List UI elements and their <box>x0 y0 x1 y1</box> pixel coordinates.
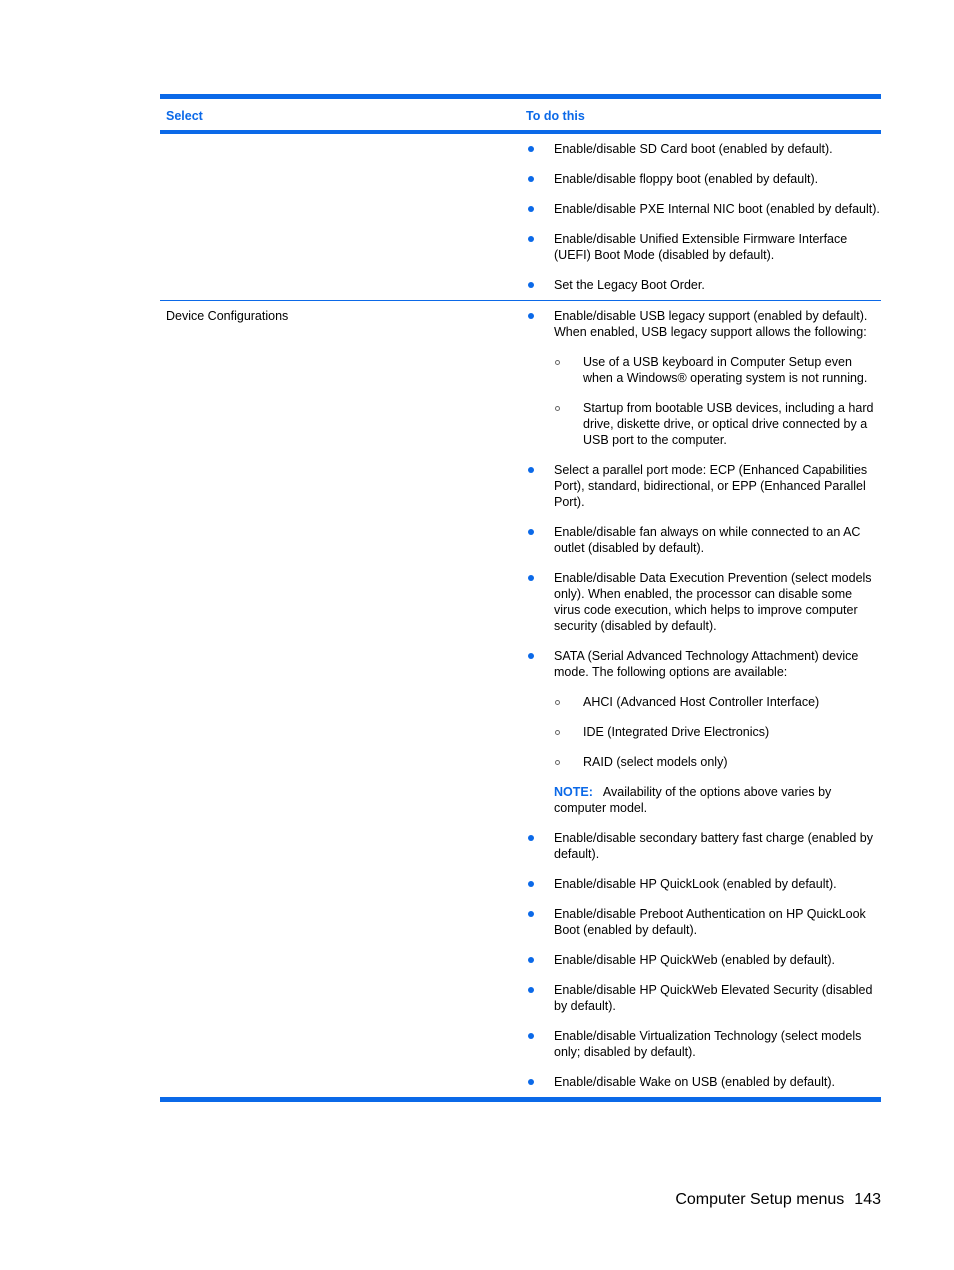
list-item: Enable/disable secondary battery fast charge (enabled by default). <box>526 830 881 862</box>
sub-list-item: Use of a USB keyboard in Computer Setup even when a Windows® operating system is not running. <box>526 354 881 386</box>
list-item: Enable/disable HP QuickWeb Elevated Security (disabled by default). <box>526 982 881 1014</box>
bullet-icon <box>528 575 534 581</box>
list-item: Enable/disable Data Execution Prevention (select models only). When enabled, the processor can disable some virus code execution, which helps to improve computer security (disabled by default). <box>526 570 881 634</box>
bullet-icon <box>528 206 534 212</box>
bullet-icon <box>528 957 534 963</box>
list-item: Enable/disable Preboot Authentication on HP QuickLook Boot (enabled by default). <box>526 906 881 938</box>
list-item: Enable/disable Virtualization Technology (select models only; disabled by default). <box>526 1028 881 1060</box>
sub-bullet-icon <box>555 760 560 765</box>
bullet-icon <box>528 467 534 473</box>
bullet-icon <box>528 236 534 242</box>
list-item: Enable/disable SD Card boot (enabled by default). <box>526 141 881 157</box>
list-item: Enable/disable HP QuickLook (enabled by default). <box>526 876 881 892</box>
header-todo: To do this <box>526 109 585 123</box>
list-item: Set the Legacy Boot Order. <box>526 277 881 293</box>
sub-bullet-icon <box>555 730 560 735</box>
sub-bullet-icon <box>555 360 560 365</box>
header-select: Select <box>166 109 203 123</box>
list-item: Enable/disable HP QuickWeb (enabled by default). <box>526 952 881 968</box>
note-text: Availability of the options above varies by computer model. <box>554 785 832 815</box>
row-label-device-configurations: Device Configurations <box>166 309 289 323</box>
sub-list-item: RAID (select models only) <box>526 754 881 770</box>
bullet-icon <box>528 911 534 917</box>
list-item: Enable/disable USB legacy support (enabled by default). When enabled, USB legacy support allows the following: <box>526 308 881 340</box>
list-item: Enable/disable floppy boot (enabled by default). <box>526 171 881 187</box>
bullet-icon <box>528 176 534 182</box>
sub-bullet-icon <box>555 700 560 705</box>
note-label: NOTE: <box>554 785 593 799</box>
sub-bullet-icon <box>555 406 560 411</box>
bullet-icon <box>528 835 534 841</box>
bullet-icon <box>528 1079 534 1085</box>
sub-list-item: Startup from bootable USB devices, including a hard drive, diskette drive, or optical drive connected by a USB port to the computer. <box>526 400 881 448</box>
bullet-icon <box>528 146 534 152</box>
bullet-icon <box>528 881 534 887</box>
table-row <box>160 134 881 300</box>
bullet-icon <box>528 313 534 319</box>
page-number: 143 <box>854 1191 881 1208</box>
bullet-icon <box>528 282 534 288</box>
bullet-icon <box>528 653 534 659</box>
table-header <box>160 99 881 130</box>
table-bottom-rule <box>160 1097 881 1102</box>
table-row <box>160 301 881 1097</box>
sub-list-item: AHCI (Advanced Host Controller Interface) <box>526 694 881 710</box>
list-item: Enable/disable Wake on USB (enabled by default). <box>526 1074 881 1090</box>
sub-list-item: IDE (Integrated Drive Electronics) <box>526 724 881 740</box>
bullet-icon <box>528 987 534 993</box>
list-item: Enable/disable PXE Internal NIC boot (enabled by default). <box>526 201 881 217</box>
list-item: Enable/disable fan always on while connected to an AC outlet (disabled by default). <box>526 524 881 556</box>
list-item: SATA (Serial Advanced Technology Attachment) device mode. The following options are available: <box>526 648 881 680</box>
note <box>526 784 881 816</box>
bullet-icon <box>528 1033 534 1039</box>
list-item: Select a parallel port mode: ECP (Enhanced Capabilities Port), standard, bidirectional, or EPP (Enhanced Parallel Port). <box>526 462 881 510</box>
page-footer <box>675 1192 881 1208</box>
settings-table <box>160 94 881 1102</box>
bullet-icon <box>528 529 534 535</box>
footer-section-title: Computer Setup menus <box>675 1191 845 1208</box>
list-item: Enable/disable Unified Extensible Firmware Interface (UEFI) Boot Mode (disabled by default). <box>526 231 881 263</box>
